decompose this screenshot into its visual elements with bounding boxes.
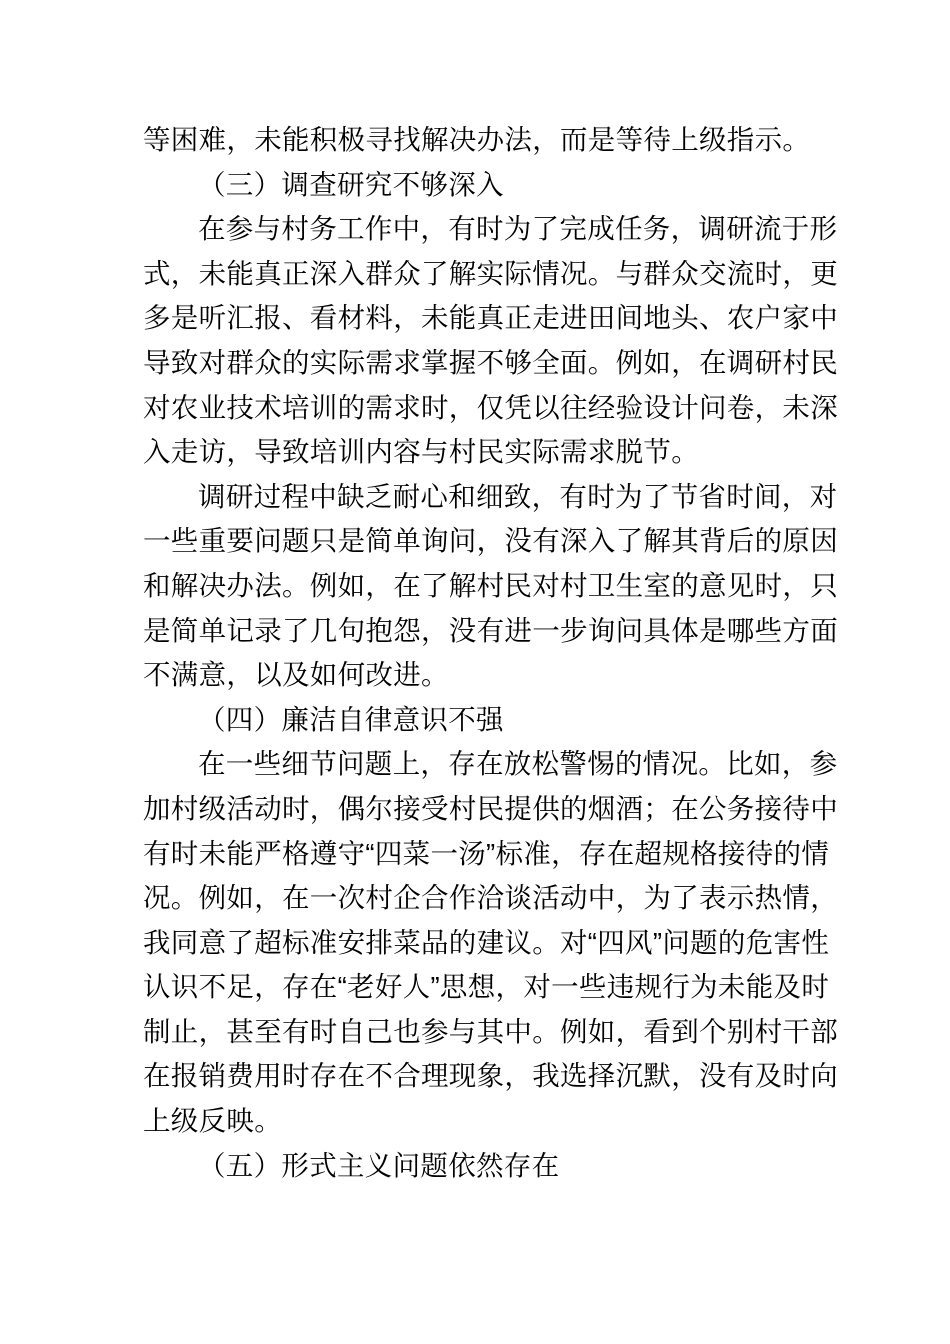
text-line: 等困难，未能积极寻找解决办法，而是等待上级指示。	[143, 124, 811, 155]
text-line: 一些重要问题只是简单询问，没有深入了解其背后的原因	[143, 525, 838, 557]
text-line: 多是听汇报、看材料，未能真正走进田间地头、农户家中	[143, 302, 838, 334]
text-line: 调研过程中缺乏耐心和细致，有时为了节省时间，对	[198, 480, 838, 512]
text-line: 式，未能真正深入群众了解实际情况。与群众交流时，更	[143, 257, 838, 289]
section-heading: （五）形式主义问题依然存在	[198, 1149, 560, 1181]
text-line: 对农业技术培训的需求时，仅凭以往经验设计问卷，未深	[143, 391, 838, 423]
text-line: 在参与村务工作中，有时为了完成任务，调研流于形	[198, 213, 838, 245]
text-line: 加村级活动时，偶尔接受村民提供的烟酒；在公务接待中	[143, 792, 838, 824]
text-line: 制止，甚至有时自己也参与其中。例如，看到个别村干部	[143, 1015, 838, 1047]
text-line: 在报销费用时存在不合理现象，我选择沉默，没有及时向	[143, 1060, 838, 1092]
text-line: 上级反映。	[143, 1105, 282, 1137]
text-line: 我同意了超标准安排菜品的建议。对“四风”问题的危害性	[143, 926, 830, 958]
text-line: 和解决办法。例如，在了解村民对村卫生室的意见时，只	[143, 569, 838, 601]
text-line: 导致对群众的实际需求掌握不够全面。例如，在调研村民	[143, 346, 838, 378]
section-heading: （四）廉洁自律意识不强	[198, 703, 504, 735]
text-line: 有时未能严格遵守“四菜一汤”标准，存在超规格接待的情	[143, 837, 830, 869]
text-line: 在一些细节问题上，存在放松警惕的情况。比如，参	[198, 748, 838, 780]
text-line: 不满意，以及如何改进。	[143, 659, 449, 691]
document-text-block	[143, 118, 843, 1188]
text-line: 是简单记录了几句抱怨，没有进一步询问具体是哪些方面	[143, 614, 838, 646]
text-line: 况。例如，在一次村企合作洽谈活动中，为了表示热情，	[143, 882, 838, 914]
section-heading: （三）调查研究不够深入	[198, 168, 504, 200]
text-line: 入走访，导致培训内容与村民实际需求脱节。	[143, 436, 699, 468]
text-line: 认识不足，存在“老好人”思想，对一些违规行为未能及时	[143, 971, 830, 1003]
